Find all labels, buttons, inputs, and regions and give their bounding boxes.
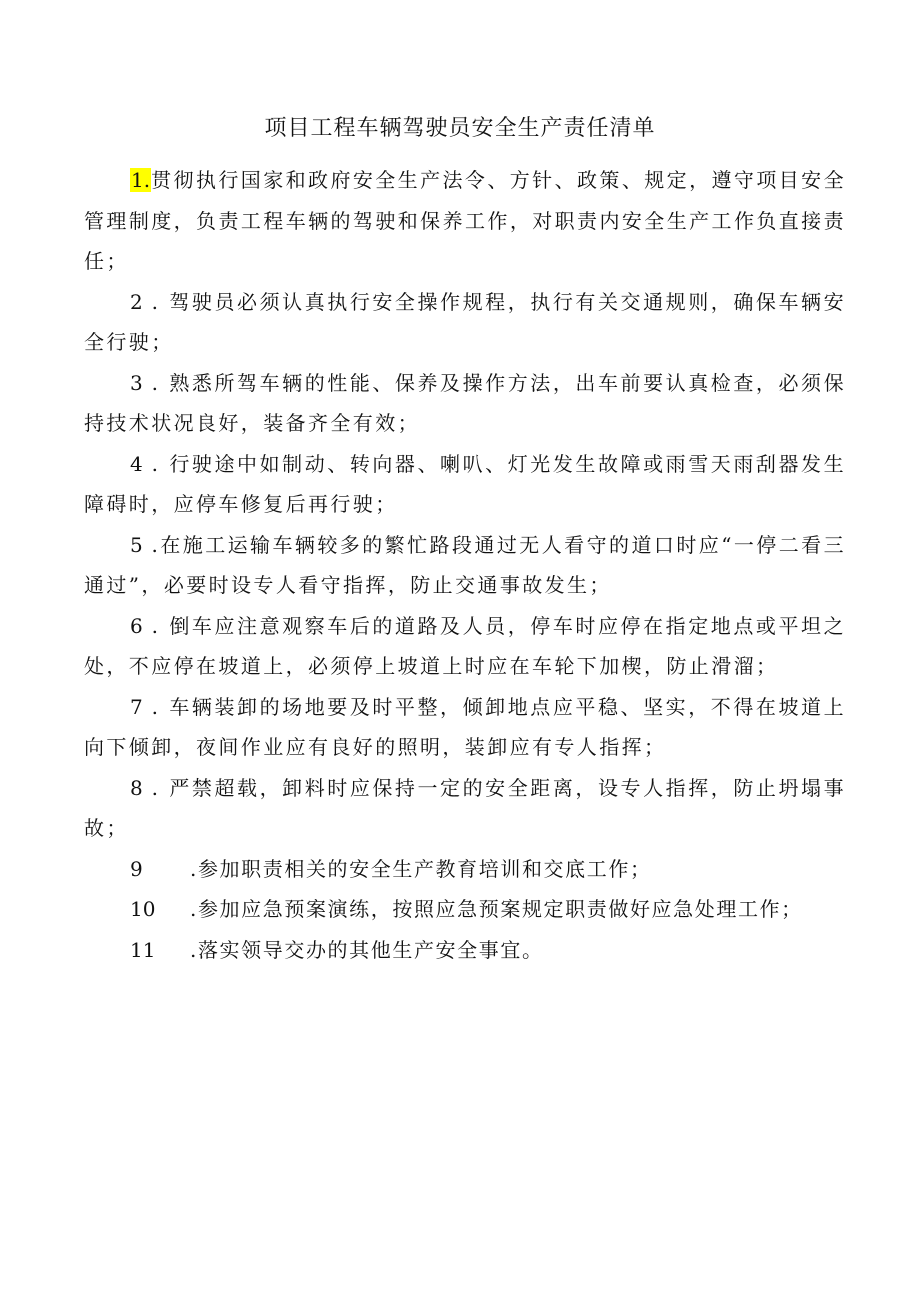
list-item [84, 768, 846, 849]
list-item [84, 930, 846, 971]
list-item [84, 525, 846, 606]
item-text: . 倒车应注意观察车后的道路及人员，停车时应停在指定地点或平坦之处，不应停在坡道上，必须停上坡道上时应在车轮下加楔，防止滑溜； [84, 613, 846, 678]
list-item [84, 889, 846, 930]
item-text: 贯彻执行国家和政府安全生产法令、方针、政策、规定，遵守项目安全管理制度，负责工程车辆的驾驶和保养工作，对职责内安全生产工作负直接责任； [84, 168, 846, 273]
item-number: 2 [130, 289, 143, 314]
item-text: .落实领导交办的其他生产安全事宜。 [190, 937, 544, 962]
item-number: 7 [130, 694, 143, 719]
item-number: 9 [130, 856, 143, 881]
item-text: .在施工运输车辆较多的繁忙路段通过无人看守的道口时应“一停二看三通过”，必要时设专人看守指挥，防止交通事故发生； [84, 532, 846, 597]
item-text: . 驾驶员必须认真执行安全操作规程，执行有关交通规则，确保车辆安全行驶； [84, 289, 846, 354]
item-text: . 车辆装卸的场地要及时平整，倾卸地点应平稳、坚实，不得在坡道上向下倾卸，夜间作业应有良好的照明，装卸应有专人指挥； [84, 694, 846, 759]
item-number: 11 [130, 937, 156, 962]
item-number: 1. [131, 168, 151, 192]
item-text: .参加职责相关的安全生产教育培训和交底工作； [190, 856, 652, 881]
item-number: 4 [130, 451, 143, 476]
document-title: 项目工程车辆驾驶员安全生产责任清单 [264, 116, 656, 141]
item-text: . 熟悉所驾车辆的性能、保养及操作方法，出车前要认真检查，必须保持技术状况良好，装备齐全有效； [84, 370, 846, 435]
item-number: 8 [130, 775, 143, 800]
list-item [84, 282, 846, 363]
item-number: 6 [130, 613, 143, 638]
list-item [84, 444, 846, 525]
item-number: 5 [130, 532, 143, 557]
list-item [84, 160, 846, 282]
item-text: . 行驶途中如制动、转向器、喇叭、灯光发生故障或雨雪天雨刮器发生障碍时，应停车修复后再行驶； [84, 451, 846, 516]
item-number: 10 [130, 897, 156, 921]
list-item [84, 606, 846, 687]
list-item [84, 687, 846, 768]
list-item [84, 363, 846, 444]
item-number: 3 [130, 370, 143, 395]
list-item [84, 849, 846, 890]
item-text: .参加应急预案演练，按照应急预案规定职责做好应急处理工作； [190, 897, 803, 921]
responsibility-list [84, 160, 846, 970]
item-text: . 严禁超载，卸料时应保持一定的安全距离，设专人指挥，防止坍塌事故； [84, 775, 846, 840]
